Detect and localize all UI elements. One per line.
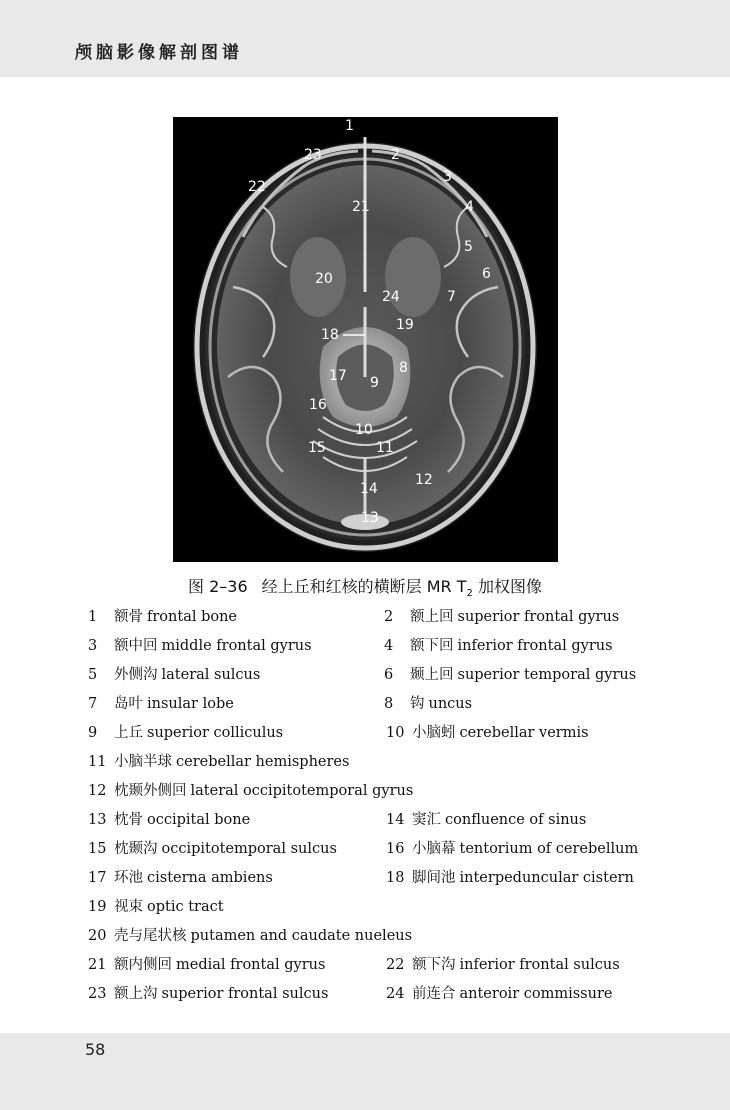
figure-caption <box>0 574 730 599</box>
legend-english: inferior frontal sulcus <box>459 957 620 973</box>
legend-number: 3 <box>88 638 98 654</box>
legend-item <box>88 898 224 916</box>
legend-english: interpeduncular cistern <box>459 870 634 886</box>
figure-label-22: 22 <box>248 179 266 195</box>
legend-chinese: 窦汇 <box>412 812 441 828</box>
legend-chinese: 额骨 <box>114 609 143 625</box>
figure-label-14: 14 <box>360 481 378 497</box>
figure-label-9: 9 <box>370 375 379 391</box>
legend-number: 14 <box>386 812 405 828</box>
legend-english: tentorium of cerebellum <box>459 841 639 857</box>
legend-item <box>384 608 619 626</box>
legend-number: 19 <box>88 899 107 915</box>
figure-title-end: 加权图像 <box>472 577 542 596</box>
legend-number: 5 <box>88 667 98 683</box>
legend-english: lateral occipitotemporal gyrus <box>190 783 414 799</box>
legend-item <box>88 637 312 655</box>
legend-number: 6 <box>384 667 394 683</box>
legend-english: putamen and caudate nueleus <box>190 928 413 944</box>
legend-item <box>384 666 636 684</box>
legend-english: middle frontal gyrus <box>161 638 312 654</box>
legend-number: 7 <box>88 696 98 712</box>
legend-english: inferior frontal gyrus <box>457 638 613 654</box>
legend-english: cisterna ambiens <box>147 870 273 886</box>
figure-label-23: 23 <box>304 147 322 163</box>
figure-label-15: 15 <box>308 440 326 456</box>
legend-english: insular lobe <box>147 696 234 712</box>
legend-number: 4 <box>384 638 394 654</box>
legend-number: 24 <box>386 986 405 1002</box>
legend-number: 8 <box>384 696 394 712</box>
legend-item <box>386 724 589 742</box>
legend-chinese: 额内侧回 <box>114 957 172 973</box>
figure-label-4: 4 <box>465 199 474 215</box>
legend-chinese: 额下沟 <box>412 957 456 973</box>
legend-chinese: 外侧沟 <box>114 667 158 683</box>
figure-label-19: 19 <box>396 317 414 333</box>
page-footer <box>0 1033 730 1110</box>
legend-chinese: 上丘 <box>114 725 143 741</box>
legend-english: occipital bone <box>147 812 251 828</box>
legend-chinese: 额上沟 <box>114 986 158 1002</box>
legend-chinese: 钩 <box>410 696 425 712</box>
page-header <box>0 0 730 77</box>
legend-chinese: 视束 <box>114 899 143 915</box>
figure-label-3: 3 <box>443 169 452 185</box>
legend-english: cerebellar hemispheres <box>176 754 350 770</box>
legend-item <box>88 869 273 887</box>
legend-item <box>88 753 349 771</box>
legend-item <box>386 869 634 887</box>
legend-number: 2 <box>384 609 394 625</box>
legend-chinese: 前连合 <box>412 986 456 1002</box>
legend-chinese: 颞上回 <box>410 667 454 683</box>
legend-item <box>386 985 612 1003</box>
legend-english: frontal bone <box>147 609 238 625</box>
legend-item <box>88 927 412 945</box>
figure-label-5: 5 <box>464 239 473 255</box>
legend-item <box>88 840 337 858</box>
legend-item <box>384 695 472 713</box>
figure-number: 图 2–36 <box>188 577 248 596</box>
legend-number: 18 <box>386 870 405 886</box>
mri-figure <box>173 117 558 562</box>
legend-english: superior colliculus <box>147 725 284 741</box>
legend-item <box>88 811 250 829</box>
figure-label-2: 2 <box>391 147 400 163</box>
legend-number: 15 <box>88 841 107 857</box>
legend-item <box>386 811 586 829</box>
legend-number: 12 <box>88 783 107 799</box>
figure-label-13: 13 <box>361 510 379 526</box>
legend-chinese: 脚间池 <box>412 870 456 886</box>
figure-label-7: 7 <box>447 289 456 305</box>
legend-number: 16 <box>386 841 405 857</box>
figure-label-21: 21 <box>352 199 370 215</box>
legend-number: 23 <box>88 986 107 1002</box>
legend-chinese: 小脑蚓 <box>412 725 456 741</box>
legend-english: superior temporal gyrus <box>457 667 637 683</box>
legend-item <box>88 695 234 713</box>
legend-number: 17 <box>88 870 107 886</box>
page-number: 58 <box>85 1040 106 1059</box>
figure-label-12: 12 <box>415 472 433 488</box>
legend-english: medial frontal gyrus <box>176 957 326 973</box>
legend-number: 11 <box>88 754 107 770</box>
figure-label-17: 17 <box>329 368 347 384</box>
legend-english: anteroir commissure <box>459 986 613 1002</box>
figure-label-10: 10 <box>355 422 373 438</box>
legend-english: confluence of sinus <box>445 812 587 828</box>
legend-chinese: 小脑半球 <box>114 754 172 770</box>
legend-english: optic tract <box>147 899 224 915</box>
legend-chinese: 额上回 <box>410 609 454 625</box>
legend-english: superior frontal gyrus <box>457 609 620 625</box>
figure-label-11: 11 <box>376 440 394 456</box>
legend-chinese: 枕颞沟 <box>114 841 158 857</box>
legend-item <box>88 724 283 742</box>
figure-label-16: 16 <box>309 397 327 413</box>
figure-label-24: 24 <box>382 289 400 305</box>
figure-title: 经上丘和红核的横断层 MR T <box>261 577 467 596</box>
legend-item <box>384 637 613 655</box>
legend-number: 21 <box>88 957 107 973</box>
legend-chinese: 枕骨 <box>114 812 143 828</box>
legend-english: superior frontal sulcus <box>161 986 329 1002</box>
legend-number: 22 <box>386 957 405 973</box>
legend-number: 20 <box>88 928 107 944</box>
legend-chinese: 壳与尾状核 <box>114 928 187 944</box>
figure-label-6: 6 <box>482 266 491 282</box>
legend-english: occipitotemporal sulcus <box>161 841 337 857</box>
legend-chinese: 岛叶 <box>114 696 143 712</box>
legend-chinese: 额下回 <box>410 638 454 654</box>
legend-item <box>386 840 638 858</box>
legend-english: cerebellar vermis <box>459 725 589 741</box>
legend-english: uncus <box>428 696 473 712</box>
legend-number: 10 <box>386 725 405 741</box>
legend-item <box>88 985 328 1003</box>
legend-chinese: 环池 <box>114 870 143 886</box>
legend-number: 9 <box>88 725 98 741</box>
book-title: 颅脑影像解剖图谱 <box>75 43 243 63</box>
legend-item <box>88 782 413 800</box>
legend-item <box>386 956 620 974</box>
legend-item <box>88 608 237 626</box>
legend-chinese: 枕颞外侧回 <box>114 783 187 799</box>
legend-english: lateral sulcus <box>161 667 261 683</box>
figure-label-20: 20 <box>315 271 333 287</box>
figure-label-1: 1 <box>345 118 354 134</box>
legend-item <box>88 956 325 974</box>
figure-title-subscript: 2 <box>466 588 473 600</box>
figure-label-18: 18 <box>321 327 339 343</box>
legend-number: 1 <box>88 609 98 625</box>
legend-chinese: 额中回 <box>114 638 158 654</box>
legend-number: 13 <box>88 812 107 828</box>
legend-item <box>88 666 260 684</box>
figure-label-8: 8 <box>399 360 408 376</box>
legend-chinese: 小脑幕 <box>412 841 456 857</box>
